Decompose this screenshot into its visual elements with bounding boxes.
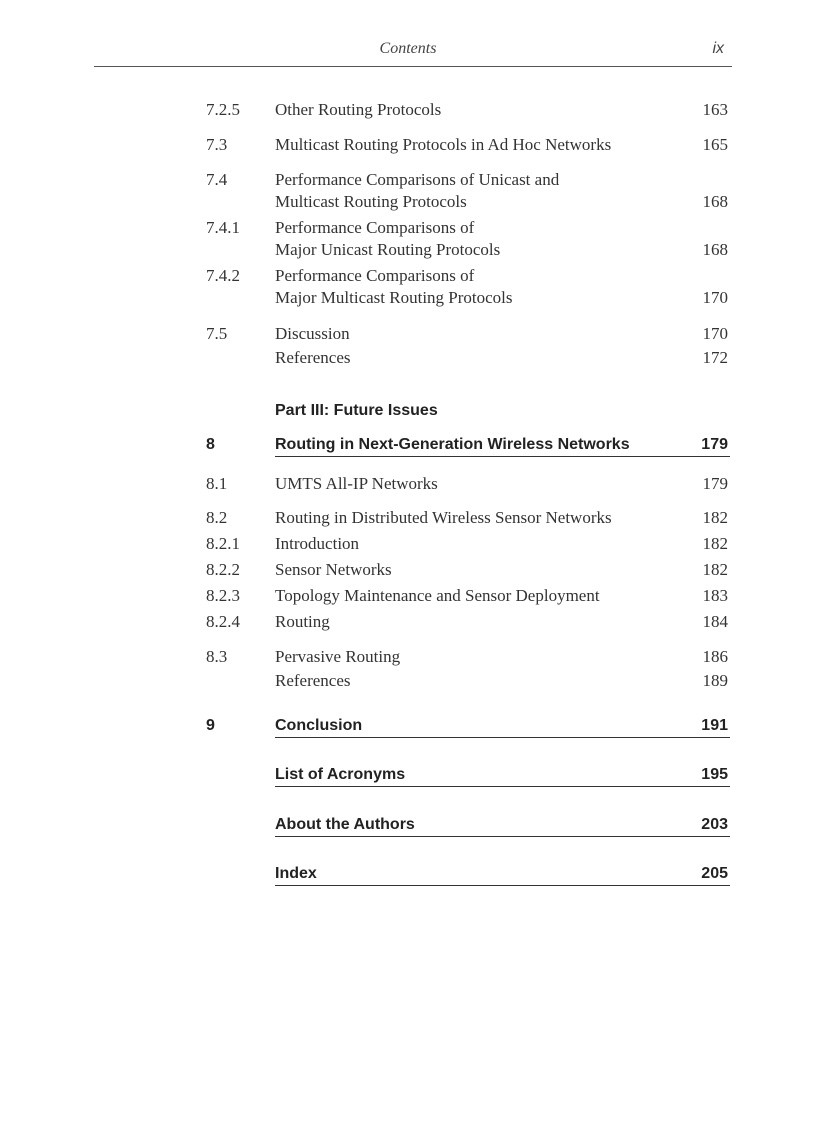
header-rule <box>94 66 732 67</box>
toc-entry-7-4-1[interactable] <box>206 218 730 262</box>
running-header-page-number: ix <box>712 40 724 57</box>
entry-title: Topology Maintenance and Sensor Deployment <box>275 586 600 605</box>
entry-page: 184 <box>702 612 728 631</box>
entry-title <box>275 266 513 310</box>
chapter-rule <box>275 456 730 457</box>
entry-page: 182 <box>702 560 728 579</box>
back-matter-rule <box>275 786 730 787</box>
entry-number: 7.2.5 <box>206 100 240 119</box>
back-matter-title: Index <box>275 865 317 882</box>
part-heading: Part III: Future Issues <box>275 402 438 419</box>
toc-entry-references-7[interactable] <box>206 348 730 368</box>
entry-title-line-1: Performance Comparisons of <box>275 218 475 237</box>
entry-page: 168 <box>702 240 728 259</box>
entry-number: 8.2.4 <box>206 612 240 631</box>
chapter-rule <box>275 737 730 738</box>
entry-title: Sensor Networks <box>275 560 392 579</box>
toc-entry-8-2-1[interactable] <box>206 534 730 554</box>
toc-entry-8-2-3[interactable] <box>206 586 730 606</box>
entry-page: 183 <box>702 586 728 605</box>
entry-title: Other Routing Protocols <box>275 100 442 119</box>
entry-title-line-2: Multicast Routing Protocols <box>275 192 467 211</box>
entry-title: References <box>275 348 351 367</box>
entry-title: Multicast Routing Protocols in Ad Hoc Networks <box>275 135 612 154</box>
entry-title-line-2: Major Unicast Routing Protocols <box>275 240 501 259</box>
back-matter-rule <box>275 885 730 886</box>
entry-page: 172 <box>702 348 728 367</box>
chapter-title: Routing in Next-Generation Wireless Networks <box>275 436 630 453</box>
entry-page: 165 <box>702 135 728 154</box>
toc-entry-8-2-2[interactable] <box>206 560 730 580</box>
entry-title: Introduction <box>275 534 360 553</box>
entry-number: 7.4.1 <box>206 218 240 237</box>
toc-entry-8-2-4[interactable] <box>206 612 730 632</box>
entry-title: Discussion <box>275 324 350 343</box>
toc-entry-7-5[interactable] <box>206 324 730 344</box>
back-matter-title: About the Authors <box>275 816 415 833</box>
toc-entry-references-8[interactable] <box>206 671 730 691</box>
back-matter-page: 195 <box>701 766 728 783</box>
entry-number: 8.2.1 <box>206 534 240 553</box>
chapter-number: 9 <box>206 717 215 734</box>
entry-number: 7.4.2 <box>206 266 240 285</box>
toc-entry-8-2[interactable] <box>206 508 730 528</box>
entry-number: 7.3 <box>206 135 228 154</box>
entry-page: 182 <box>702 534 728 553</box>
toc-entry-7-4-2[interactable] <box>206 266 730 310</box>
toc-index[interactable] <box>206 864 730 888</box>
chapter-page: 179 <box>701 436 728 453</box>
chapter-page: 191 <box>701 717 728 734</box>
entry-number: 8.2.3 <box>206 586 240 605</box>
toc-entry-7-2-5[interactable] <box>206 100 730 120</box>
back-matter-page: 205 <box>701 865 728 882</box>
back-matter-page: 203 <box>701 816 728 833</box>
entry-title: Routing in Distributed Wireless Sensor Networks <box>275 508 612 527</box>
entry-page: 170 <box>702 324 728 343</box>
entry-title <box>275 170 559 214</box>
entry-title-line-2: Major Multicast Routing Protocols <box>275 288 513 307</box>
entry-title <box>275 218 500 262</box>
entry-number: 8.3 <box>206 647 228 666</box>
toc-entry-8-3[interactable] <box>206 647 730 667</box>
entry-number: 8.2.2 <box>206 560 240 579</box>
entry-number: 7.4 <box>206 170 228 189</box>
running-header-title: Contents <box>379 40 437 57</box>
entry-number: 8.2 <box>206 508 228 527</box>
entry-page: 186 <box>702 647 728 666</box>
toc-chapter-8[interactable] <box>206 435 730 459</box>
entry-page: 182 <box>702 508 728 527</box>
entry-page: 163 <box>702 100 728 119</box>
chapter-number: 8 <box>206 436 215 453</box>
toc-entry-7-3[interactable] <box>206 135 730 155</box>
entry-page: 168 <box>702 192 728 211</box>
toc-about-the-authors[interactable] <box>206 815 730 839</box>
chapter-title: Conclusion <box>275 717 363 734</box>
entry-title: References <box>275 671 351 690</box>
back-matter-title: List of Acronyms <box>275 766 406 783</box>
entry-number: 8.1 <box>206 474 228 493</box>
entry-page: 170 <box>702 288 728 307</box>
entry-page: 179 <box>702 474 728 493</box>
toc-entry-8-1[interactable] <box>206 474 730 494</box>
toc-entry-7-4[interactable] <box>206 170 730 214</box>
back-matter-rule <box>275 836 730 837</box>
entry-title-line-1: Performance Comparisons of <box>275 266 475 285</box>
entry-page: 189 <box>702 671 728 690</box>
toc-chapter-9[interactable] <box>206 716 730 740</box>
entry-title: Routing <box>275 612 330 631</box>
entry-title: Pervasive Routing <box>275 647 401 666</box>
entry-title: UMTS All-IP Networks <box>275 474 438 493</box>
entry-number: 7.5 <box>206 324 228 343</box>
toc-list-of-acronyms[interactable] <box>206 765 730 789</box>
entry-title-line-1: Performance Comparisons of Unicast and <box>275 170 560 189</box>
